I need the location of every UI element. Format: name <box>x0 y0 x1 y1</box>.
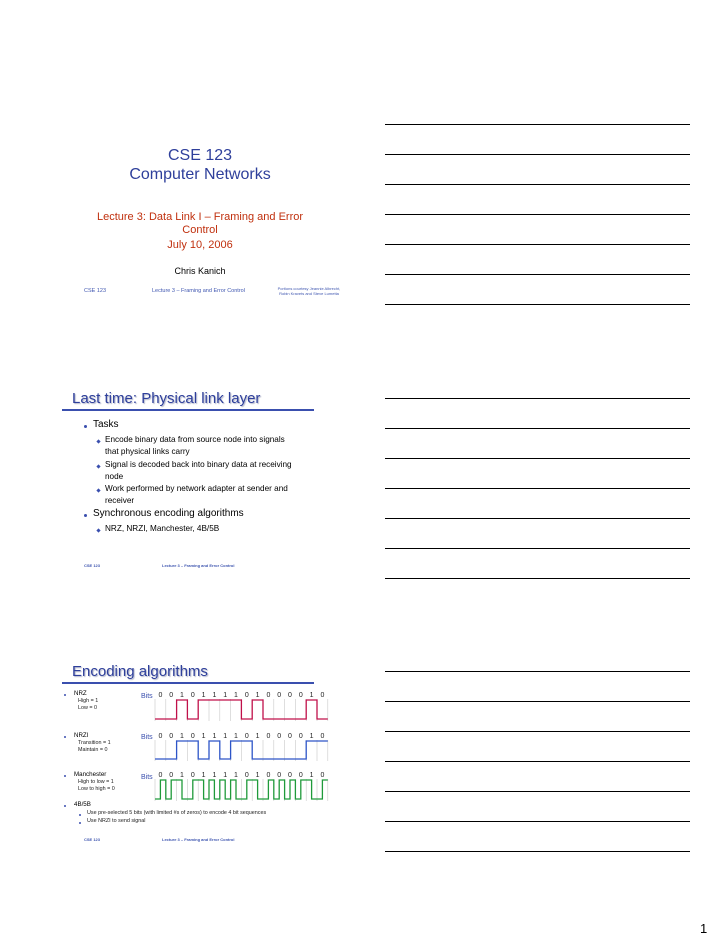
note-line <box>385 548 690 549</box>
sub-bullet <box>105 483 335 506</box>
footer-lecture: Lecture 3 – Framing and Error Control <box>162 563 235 568</box>
sub-bullet-diamond <box>96 439 100 443</box>
author: Chris Kanich <box>174 266 226 276</box>
lecture-title-line1: Lecture 3: Data Link I – Framing and Error <box>96 211 304 223</box>
bits-label: Bits <box>141 734 153 741</box>
bit-label: 0 <box>288 692 292 699</box>
bit-label: 1 <box>255 692 260 699</box>
sub-bullet-diamond <box>96 488 100 492</box>
encoding-name: NRZ <box>74 690 87 697</box>
bit-label: 0 <box>244 692 249 699</box>
bit-label: 1 <box>223 733 228 740</box>
encoding-rule: Low = 0 <box>78 705 98 711</box>
footer-course: CSE 123 <box>84 563 101 568</box>
bit-label: 0 <box>190 772 195 779</box>
bit-label: 1 <box>223 692 228 699</box>
bit-label: 1 <box>201 772 206 779</box>
bit-label: 0 <box>277 733 282 740</box>
footer-lecture: Lecture 3 – Framing and Error Control <box>162 837 235 842</box>
sub-bullet: NRZ, NRZI, Manchester, 4B/5B <box>105 524 220 533</box>
encoding-name: Manchester <box>74 771 107 778</box>
bit-label: 0 <box>169 733 174 740</box>
bullet-text: Synchronous encoding algorithms <box>93 508 244 519</box>
credit <box>264 286 354 296</box>
bit-label: 1 <box>180 692 184 699</box>
bit-label: 1 <box>180 772 184 779</box>
bit-label: 1 <box>255 772 260 779</box>
bit-label: 1 <box>212 772 217 779</box>
bit-label: 1 <box>212 692 217 699</box>
bit-label: 1 <box>255 733 260 740</box>
bit-label: 0 <box>158 772 163 779</box>
sub-bullet-line: Signal is decoded back into binary data at receiving <box>105 460 292 469</box>
encoding-signal-diagram <box>150 686 340 808</box>
title-underline <box>62 409 314 411</box>
sub-bullet-dot <box>79 822 81 824</box>
bit-label: 0 <box>169 772 174 779</box>
encoding-name: 4B/5B <box>74 801 91 808</box>
bit-label: 0 <box>277 772 282 779</box>
bullet-dot <box>64 736 66 738</box>
note-line <box>385 458 690 459</box>
bit-label: 1 <box>180 733 184 740</box>
bit-label: 0 <box>288 772 292 779</box>
encoding-name: NRZI <box>74 732 89 739</box>
lecture-date: July 10, 2006 <box>167 239 233 251</box>
encoding-rule: Transition = 1 <box>78 740 111 746</box>
bit-label: 0 <box>320 692 325 699</box>
note-line <box>385 671 690 672</box>
bit-label: 1 <box>201 692 206 699</box>
note-line <box>385 518 690 519</box>
sub-bullet <box>105 459 335 482</box>
course-code: CSE 123 <box>167 147 233 164</box>
sub-bullet-dot <box>79 814 81 816</box>
note-line <box>385 578 690 579</box>
note-line <box>385 124 690 125</box>
bit-label: 1 <box>309 733 314 740</box>
bit-label: 0 <box>288 733 292 740</box>
note-line <box>385 731 690 732</box>
sub-bullet-line: receiver <box>105 495 135 505</box>
bit-label: 0 <box>277 692 282 699</box>
note-line <box>385 701 690 702</box>
bit-label: 1 <box>223 772 228 779</box>
note-line <box>385 428 690 429</box>
bullet-dot <box>84 514 87 517</box>
encoding-rule: Low to high = 0 <box>78 786 115 792</box>
bit-label: 0 <box>169 692 174 699</box>
bit-label: 0 <box>158 692 163 699</box>
sub-bullet-line: node <box>105 471 124 481</box>
bit-label: 1 <box>234 733 238 740</box>
credit-line: Robin Kravets and Steve Lumetta <box>279 291 339 296</box>
bit-label: 0 <box>158 733 163 740</box>
note-line <box>385 791 690 792</box>
sub-bullet-line: Work performed by network adapter at sender and <box>105 484 288 493</box>
sub-bullet-diamond <box>96 528 100 532</box>
bit-label: 1 <box>234 692 238 699</box>
bullet-dot <box>64 775 66 777</box>
bit-label: 0 <box>244 772 249 779</box>
slide-title: Encoding algorithms <box>72 663 208 680</box>
sub-bullet-line: that physical links carry <box>105 446 190 456</box>
note-line <box>385 398 690 399</box>
bullet-dot <box>64 805 66 807</box>
footer-lecture: Lecture 3 – Framing and Error Control <box>152 288 245 294</box>
bits-label: Bits <box>141 774 153 781</box>
bit-label: 1 <box>212 733 217 740</box>
bit-label: 1 <box>234 772 238 779</box>
note-line <box>385 154 690 155</box>
sub-bullet-line: Encode binary data from source node into signals <box>105 435 285 444</box>
bit-label: 1 <box>309 692 314 699</box>
bit-label: 0 <box>298 772 303 779</box>
bit-label: 0 <box>244 733 249 740</box>
bit-label: 1 <box>201 733 206 740</box>
note-line <box>385 851 690 852</box>
sub-bullet: Use pre-selected 5 bits (with limited #s of zeros) to encode 4 bit sequences <box>87 810 267 816</box>
lecture-title-line2: Control <box>182 224 218 236</box>
note-line <box>385 214 690 215</box>
note-line <box>385 488 690 489</box>
bit-label: 0 <box>298 692 303 699</box>
note-line <box>385 821 690 822</box>
sub-bullet-diamond <box>96 464 100 468</box>
title-underline <box>62 682 314 684</box>
bit-label: 0 <box>298 733 303 740</box>
note-line <box>385 184 690 185</box>
bullet-dot <box>64 694 66 696</box>
encoding-rule: High = 1 <box>78 698 99 704</box>
note-line <box>385 274 690 275</box>
bits-label: Bits <box>141 693 153 700</box>
bit-label: 0 <box>320 772 325 779</box>
bullet-dot <box>84 425 87 428</box>
bullet-text: Tasks <box>93 419 119 430</box>
bit-label: 1 <box>309 772 314 779</box>
course-name: Computer Networks <box>129 166 271 183</box>
bit-label: 0 <box>266 692 271 699</box>
sub-bullet <box>105 434 335 457</box>
footer-course: CSE 123 <box>84 837 101 842</box>
slide-title: Last time: Physical link layer <box>72 390 261 407</box>
page-number: 1 <box>700 921 708 936</box>
note-line <box>385 244 690 245</box>
bit-label: 0 <box>190 692 195 699</box>
bit-label: 0 <box>266 733 271 740</box>
credit-line: Portions courtesy Jeannie Albrecht, <box>277 286 341 291</box>
note-line <box>385 304 690 305</box>
sub-bullet: Use NRZI to send signal <box>87 818 146 824</box>
bit-label: 0 <box>320 733 325 740</box>
nrz-waveform <box>155 700 328 719</box>
note-line <box>385 761 690 762</box>
bit-label: 0 <box>190 733 195 740</box>
encoding-rule: Maintain = 0 <box>78 747 108 753</box>
footer-course: CSE 123 <box>84 288 107 294</box>
bit-label: 0 <box>266 772 271 779</box>
encoding-rule: High to low = 1 <box>78 779 114 785</box>
